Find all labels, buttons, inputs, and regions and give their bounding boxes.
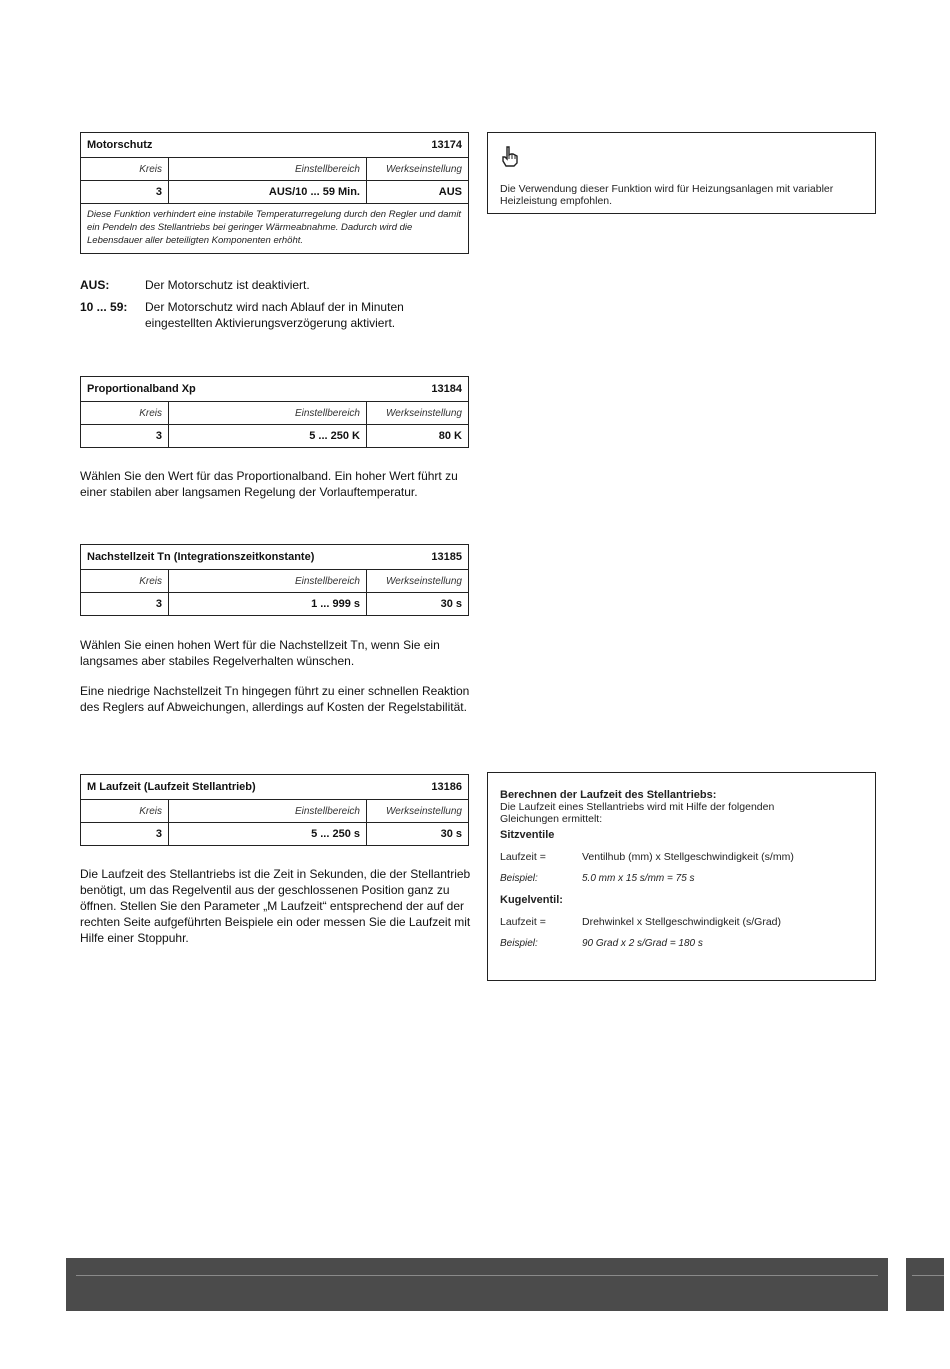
laufzeit-text: Die Laufzeit des Stellantriebs ist die Zeit in Sekunden, die der Stellantrieb benötigt, um das Regelventil aus der geschlossenen Position ganz zu öffnen. Stellen Sie den Parameter „M Laufzeit“ entsprechend der auf der rechten Seite aufgeführten Beispiele ein oder messen Sie die Laufzeit mit Hilfe einer Stoppuhr.: [80, 867, 471, 945]
example-text: 90 Grad x 2 s/Grad = 180 s: [582, 938, 703, 949]
parameter-id: 13184: [431, 383, 462, 395]
page-tab-divider: [912, 1275, 944, 1276]
sitzventile-title: Sitzventile: [500, 829, 555, 841]
sitz-formula-row: [500, 851, 863, 863]
example-label: Beispiel:: [500, 873, 538, 884]
header-werkseinstellung: Werkseinstellung: [386, 163, 462, 175]
table-title-row: [81, 775, 468, 799]
header-einstellbereich: Einstellbereich: [169, 158, 367, 180]
header-werkseinstellung: Werkseinstellung: [386, 805, 462, 817]
nachstellzeit-table: [80, 544, 469, 616]
formula-label: Laufzeit =: [500, 916, 546, 928]
value-einstellbereich: 5 ... 250 K: [169, 425, 367, 447]
footer-divider: [76, 1275, 878, 1276]
formula-label: Laufzeit =: [500, 851, 546, 863]
nachstellzeit-text-2: Eine niedrige Nachstellzeit Tn hingegen führt zu einer schnellen Reaktion des Reglers auf Abweichungen, allerdings auf Kosten der Regelstabilität.: [80, 684, 470, 714]
formula-text: Ventilhub (mm) x Stellgeschwindigkeit (s/mm): [582, 851, 794, 863]
table-header-row: [81, 569, 468, 592]
calc-intro: Die Laufzeit eines Stellantriebs wird mit Hilfe der folgenden Gleichungen ermittelt:: [500, 801, 775, 825]
option-row: [80, 299, 465, 331]
motorschutz-table: [80, 132, 469, 254]
motorschutz-options: [80, 277, 465, 337]
info-note-box: [487, 132, 876, 214]
option-term: AUS:: [80, 278, 110, 292]
header-einstellbereich: Einstellbereich: [169, 570, 367, 592]
laufzeit-calculation-box: [487, 772, 876, 981]
table-note: Diese Funktion verhindert eine instabile Temperaturregelung durch den Regler und damit ein Pendeln des Stellantriebs bei geringer Wärmeabnahme. Dadurch wird die Lebensdauer aller beteiligten Komponenten erhöht.: [87, 209, 462, 246]
table-header-row: [81, 157, 468, 180]
calc-heading: Berechnen der Laufzeit des Stellantriebs:: [500, 789, 717, 801]
formula-text: Drehwinkel x Stellgeschwindigkeit (s/Grad): [582, 916, 781, 928]
laufzeit-table: [80, 774, 469, 846]
table-value-row: [81, 180, 468, 204]
footer-bar: [66, 1258, 888, 1311]
value-einstellbereich: AUS/10 ... 59 Min.: [169, 181, 367, 203]
header-kreis: Kreis: [81, 158, 169, 180]
proportionalband-table: [80, 376, 469, 448]
header-einstellbereich: Einstellbereich: [169, 402, 367, 424]
value-kreis: 3: [81, 823, 169, 845]
table-header-row: [81, 401, 468, 424]
table-title: Nachstellzeit Tn (Integrationszeitkonstante): [87, 551, 315, 563]
table-title: Proportionalband Xp: [87, 383, 196, 395]
table-value-row: [81, 822, 468, 845]
example-text: 5.0 mm x 15 s/mm = 75 s: [582, 873, 695, 884]
table-value-row: [81, 424, 468, 447]
value-werkseinstellung: AUS: [438, 186, 462, 198]
kugelventil-title: Kugelventil:: [500, 894, 563, 906]
header-kreis: Kreis: [81, 570, 169, 592]
header-kreis: Kreis: [81, 800, 169, 822]
parameter-id: 13185: [431, 551, 462, 563]
kugel-example-row: [500, 938, 863, 949]
proportionalband-text: Wählen Sie den Wert für das Proportionalband. Ein hoher Wert führt zu einer stabilen aber langsamen Regelung der Vorlauftemperatur.: [80, 469, 458, 499]
header-kreis: Kreis: [81, 402, 169, 424]
parameter-id: 13174: [431, 139, 462, 151]
table-title: Motorschutz: [87, 139, 153, 151]
value-kreis: 3: [81, 425, 169, 447]
kugel-formula-row: [500, 916, 863, 928]
option-desc: Der Motorschutz wird nach Ablauf der in Minuten eingestellten Aktivierungsverzögerung aktiviert.: [145, 300, 404, 330]
parameter-id: 13186: [431, 781, 462, 793]
info-note-text: Die Verwendung dieser Funktion wird für Heizungsanlagen mit variabler Heizleistung empfohlen.: [500, 183, 834, 207]
example-label: Beispiel:: [500, 938, 538, 949]
value-einstellbereich: 5 ... 250 s: [169, 823, 367, 845]
value-kreis: 3: [81, 181, 169, 203]
option-desc: Der Motorschutz ist deaktiviert.: [145, 278, 310, 292]
table-title-row: [81, 377, 468, 401]
table-title-row: [81, 545, 468, 569]
table-header-row: [81, 799, 468, 822]
value-einstellbereich: 1 ... 999 s: [169, 593, 367, 615]
hand-pointer-icon: [500, 145, 520, 167]
sitz-example-row: [500, 873, 863, 884]
value-werkseinstellung: 80 K: [438, 430, 462, 442]
header-werkseinstellung: Werkseinstellung: [386, 407, 462, 419]
nachstellzeit-text-1: Wählen Sie einen hohen Wert für die Nachstellzeit Tn, wenn Sie ein langsames aber stabiles Regelverhalten wünschen.: [80, 638, 440, 668]
table-value-row: [81, 592, 468, 615]
option-term: 10 ... 59:: [80, 300, 128, 314]
value-werkseinstellung: 30 s: [440, 598, 462, 610]
table-title-row: [81, 133, 468, 157]
header-einstellbereich: Einstellbereich: [169, 800, 367, 822]
header-werkseinstellung: Werkseinstellung: [386, 575, 462, 587]
value-kreis: 3: [81, 593, 169, 615]
page-tab: [906, 1258, 944, 1311]
value-werkseinstellung: 30 s: [440, 828, 462, 840]
table-title: M Laufzeit (Laufzeit Stellantrieb): [87, 781, 256, 793]
option-row: [80, 277, 465, 293]
